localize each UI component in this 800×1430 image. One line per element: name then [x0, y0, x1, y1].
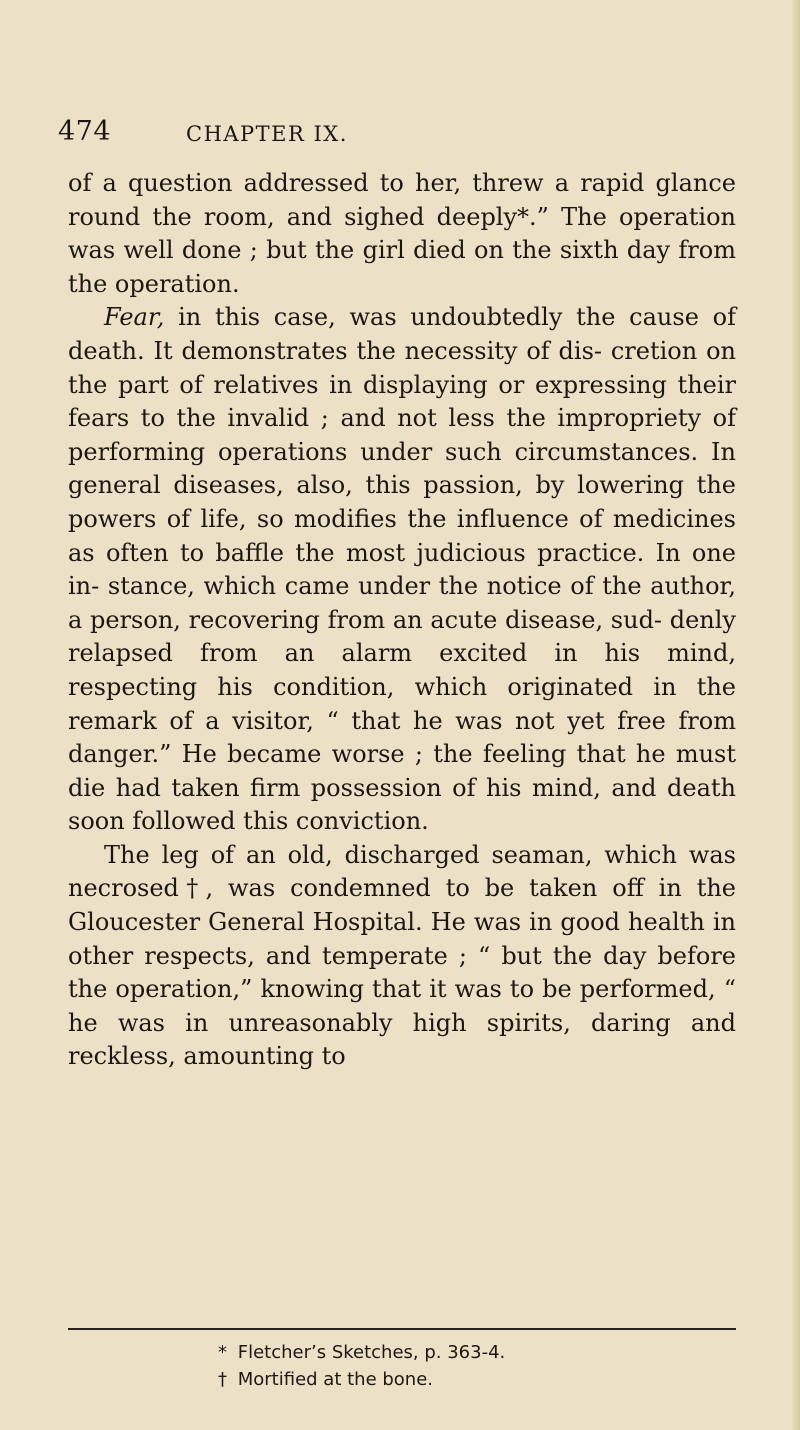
running-head: CHAPTER IX.: [186, 122, 348, 146]
paragraph-continuation: of a question addressed to her, threw a rapid glance round the room, and sighed deeply*.” The operation was well done ; but the girl died on the sixth day from the operation.: [68, 169, 736, 298]
footnote-rule: [68, 1328, 736, 1330]
footnote-mark: *: [218, 1342, 227, 1363]
paragraph-fear-text: in this case, was undoubtedly the cause of death. It demonstrates the necessity of dis- cretion on the part of relatives in displaying or expressing their fears to the invalid ; and not less the impropriety of performing operations under such circumstances. In general diseases, also, this passion, by lowering the powers of life, so modifies the influence of medicines as often to baffle the most judicious practice. In one in- stance, which came under the notice of the author, a person, recovering from an acute disease, sud- denly relapsed from an alarm excited in his mind, respecting his condition, which originated in the remark of a visitor, “ that he was not yet free from danger.” He became worse ; the feeling that he must die had taken firm possession of his mind, and death soon followed this conviction.: [68, 303, 736, 836]
page-edge: [792, 0, 800, 1430]
footnotes: [218, 1339, 738, 1393]
footnote: [218, 1339, 738, 1366]
footnote: [218, 1366, 738, 1393]
footnote-text: Fletcher’s Sketches, p. 363-4.: [237, 1342, 506, 1363]
fear-emphasis: Fear,: [104, 303, 165, 332]
paragraph-fear: [68, 301, 736, 839]
paragraph-seaman: The leg of an old, discharged seaman, which was necrosed†, was condemned to be taken off in the Gloucester General Hospital. He was in good health in other respects, and temperate ; “ but the day before the operation,” knowing that it was to be performed, “ he was in unreasonably high spirits, daring and reckless, amounting to: [68, 840, 736, 1071]
page-header: [0, 116, 800, 156]
footnote-mark: †: [218, 1369, 227, 1390]
body-text: [68, 167, 736, 1074]
page-number: 474: [58, 116, 112, 147]
footnote-text: Mortified at the bone.: [237, 1369, 434, 1390]
